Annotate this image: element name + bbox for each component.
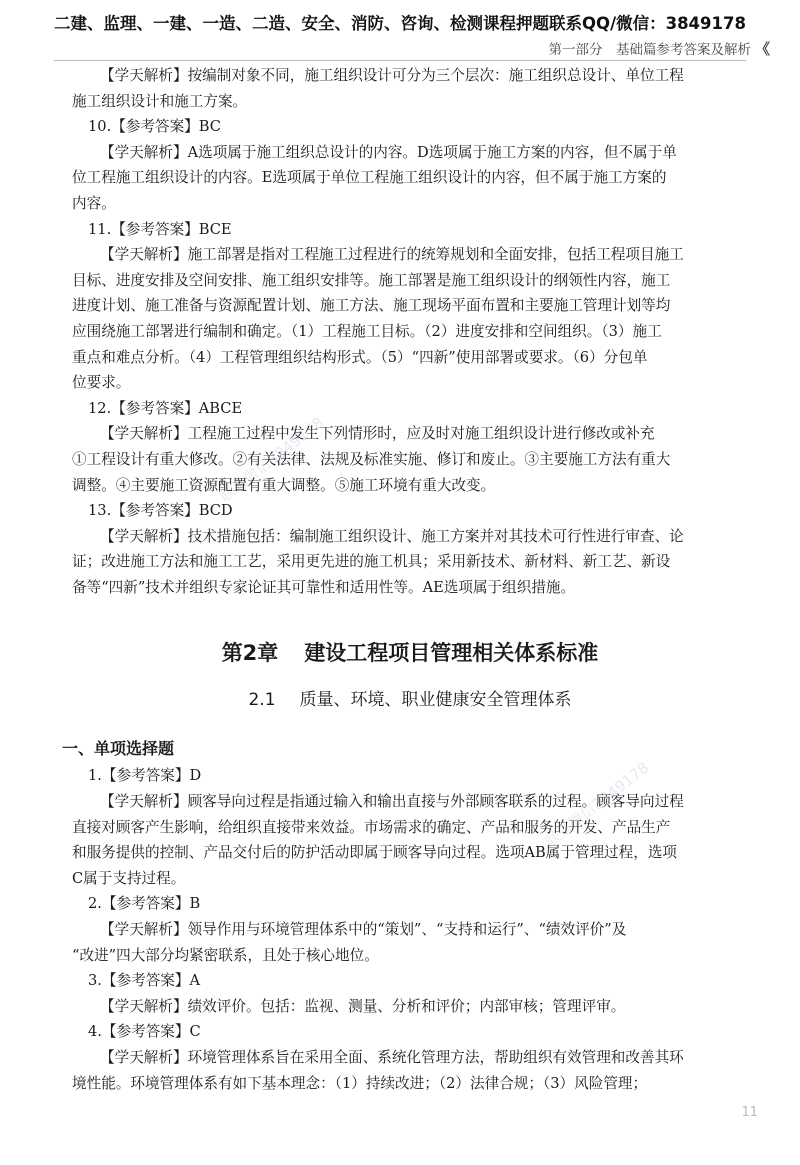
section-heading — [72, 687, 748, 713]
answer-block-group-2 — [72, 763, 748, 1096]
watermark: 联系微信3849178 — [216, 413, 328, 506]
text-line: 【学天解析】技术措施包括：编制施工组织设计、施工方案并对其技术可行性进行审查、论 — [100, 527, 684, 545]
text-line: 4.【参考答案】C — [88, 1023, 201, 1041]
text-line: 备等“四新”技术并组织专家论证其可靠性和适用性等。AE选项属于组织措施。 — [72, 578, 576, 596]
text-line: 【学天解析】施工部署是指对工程施工过程进行的统筹规划和全面安排，包括工程项目施工 — [100, 246, 684, 264]
section-title: 质量、环境、职业健康安全管理体系 — [299, 690, 572, 711]
text-line: 13.【参考答案】BCD — [88, 502, 233, 520]
page-content — [62, 63, 748, 1096]
question-type-heading: 一、单项选择题 — [62, 739, 175, 759]
text-line: 证；改进施工方法和施工工艺，采用更先进的施工机具；采用新技术、新材料、新工艺、新设 — [72, 553, 671, 571]
text-line: 【学天解析】领导作用与环境管理体系中的“策划”、“支持和运行”、“绩效评价”及 — [100, 921, 627, 939]
text-line: 进度计划、施工准备与资源配置计划、施工方法、施工现场平面布置和主要施工管理计划等均 — [72, 297, 671, 315]
text-line: 和服务提供的控制、产品交付后的防护活动即属于顾客导向过程。选项AB属于管理过程，选项 — [72, 844, 678, 862]
text-line: “改进”四大部分均紧密联系，且处于核心地位。 — [72, 946, 379, 964]
text-line: 内容。 — [72, 194, 116, 212]
chapter-title: 建设工程项目管理相关体系标准 — [304, 641, 599, 666]
page-number: 11 — [741, 1105, 758, 1120]
text-line: 直接对顾客产生影响，给组织直接带来效益。市场需求的确定、产品和服务的开发、产品生产 — [72, 818, 671, 836]
text-line: 【学天解析】工程施工过程中发生下列情形时，应及时对施工组织设计进行修改或补充 — [100, 425, 655, 443]
text-line: C属于支持过程。 — [72, 869, 186, 887]
header-divider — [54, 60, 746, 61]
text-line: 12.【参考答案】ABCE — [88, 399, 243, 417]
text-line: 11.【参考答案】BCE — [88, 220, 232, 238]
text-line: 【学天解析】绩效评价。包括：监视、测量、分析和评价；内部审核；管理评审。 — [100, 997, 626, 1015]
text-line: 境性能。环境管理体系有如下基本理念：（1）持续改进；（2）法律合规；（3）风险管理； — [72, 1074, 648, 1092]
text-line: 1.【参考答案】D — [88, 767, 202, 785]
text-line: 重点和难点分析。（4）工程管理组织结构形式。（5）“四新”使用部署或要求。（6）分包单 — [72, 348, 648, 366]
running-header — [548, 38, 770, 59]
chapter-heading — [72, 637, 748, 669]
text-line: 应围绕施工部署进行编制和确定。（1）工程施工目标。（2）进度安排和空间组织。（3）施工 — [72, 322, 662, 340]
text-line: ①工程设计有重大修改。②有关法律、法规及标准实施、修订和废止。③主要施工方法有重大 — [72, 450, 671, 468]
top-promo-banner: 二建、监理、一建、一造、二造、安全、消防、咨询、检测课程押题联系QQ/微信：3849178 — [54, 14, 746, 33]
watermark: 联系微信3849178 — [541, 758, 653, 851]
text-line: 位工程施工组织设计的内容。E选项属于单位工程施工组织设计的内容，但不属于施工方案的 — [72, 169, 667, 187]
text-line: 10.【参考答案】BC — [88, 118, 221, 136]
running-header-text: 第一部分 基础篇参考答案及解析 — [548, 42, 751, 58]
text-line: 目标、进度安排及空间安排、施工组织安排等。施工部署是施工组织设计的纲领性内容，施工 — [72, 271, 671, 289]
text-line: 【学天解析】环境管理体系旨在采用全面、系统化管理方法，帮助组织有效管理和改善其环 — [100, 1049, 684, 1066]
text-line: 调整。④主要施工资源配置有重大调整。⑤施工环境有重大改变。 — [72, 476, 496, 494]
running-header-mark: 《 — [754, 40, 770, 58]
text-line: 2.【参考答案】B — [88, 895, 201, 913]
text-line: 【学天解析】顾客导向过程是指通过输入和输出直接与外部顾客联系的过程。顾客导向过程 — [100, 793, 684, 811]
text-line: 【学天解析】A选项属于施工组织总设计的内容。D选项属于施工方案的内容，但不属于单 — [100, 143, 677, 161]
text-line: 3.【参考答案】A — [88, 972, 201, 990]
section-number: 2.1 — [248, 690, 276, 711]
answer-block-group-1 — [72, 63, 748, 600]
chapter-number: 第2章 — [221, 641, 279, 666]
text-line: 施工组织设计和施工方案。 — [72, 92, 248, 110]
text-line: 位要求。 — [72, 374, 131, 392]
text-line: 【学天解析】按编制对象不同，施工组织设计可分为三个层次：施工组织总设计、单位工程 — [100, 67, 684, 84]
